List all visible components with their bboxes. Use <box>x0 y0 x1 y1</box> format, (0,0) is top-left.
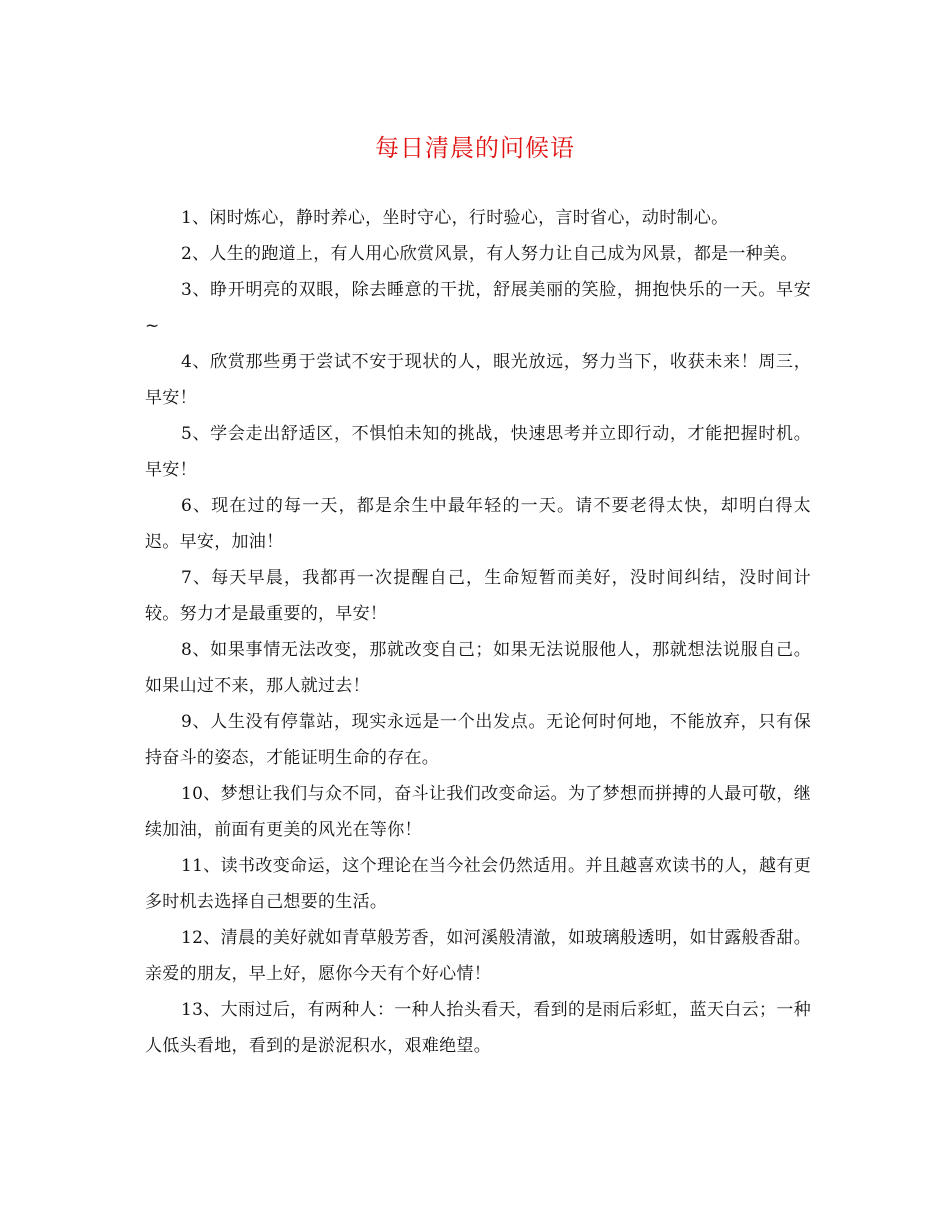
paragraph-9: 9、人生没有停靠站，现实永远是一个出发点。无论何时何地，不能放弃，只有保持奋斗的姿态，才能证明生命的存在。 <box>145 712 811 768</box>
document-body <box>145 200 811 1064</box>
paragraph-3: 3、睁开明亮的双眼，除去睡意的干扰，舒展美丽的笑脸，拥抱快乐的一天。早安~ <box>145 280 811 336</box>
paragraph-13: 13、大雨过后，有两种人：一种人抬头看天，看到的是雨后彩虹，蓝天白云；一种人低头看地，看到的是淤泥积水，艰难绝望。 <box>145 1000 811 1056</box>
paragraph-4: 4、欣赏那些勇于尝试不安于现状的人，眼光放远，努力当下，收获未来！周三，早安！ <box>145 352 811 408</box>
paragraph-2: 2、人生的跑道上，有人用心欣赏风景，有人努力让自己成为风景，都是一种美。 <box>181 244 798 264</box>
paragraph-11: 11、读书改变命运，这个理论在当今社会仍然适用。并且越喜欢读书的人，越有更多时机去选择自己想要的生活。 <box>145 856 811 912</box>
paragraph-10: 10、梦想让我们与众不同，奋斗让我们改变命运。为了梦想而拼搏的人最可敬，继续加油，前面有更美的风光在等你！ <box>145 784 811 840</box>
paragraph-1: 1、闲时炼心，静时养心，坐时守心，行时验心，言时省心，动时制心。 <box>181 208 729 228</box>
page-title: 每日清晨的问候语 <box>375 134 575 162</box>
paragraph-8: 8、如果事情无法改变，那就改变自己；如果无法说服他人，那就想法说服自己。如果山过不来，那人就过去！ <box>145 640 811 696</box>
paragraph-12: 12、清晨的美好就如青草般芳香，如河溪般清澈，如玻璃般透明，如甘露般香甜。亲爱的朋友，早上好，愿你今天有个好心情！ <box>145 928 811 984</box>
paragraph-5: 5、学会走出舒适区，不惧怕未知的挑战，快速思考并立即行动，才能把握时机。早安！ <box>145 424 811 480</box>
paragraph-6: 6、现在过的每一天，都是余生中最年轻的一天。请不要老得太快，却明白得太迟。早安，加油！ <box>145 496 811 552</box>
paragraph-7: 7、每天早晨，我都再一次提醒自己，生命短暂而美好，没时间纠结，没时间计较。努力才是最重要的，早安！ <box>145 568 811 624</box>
